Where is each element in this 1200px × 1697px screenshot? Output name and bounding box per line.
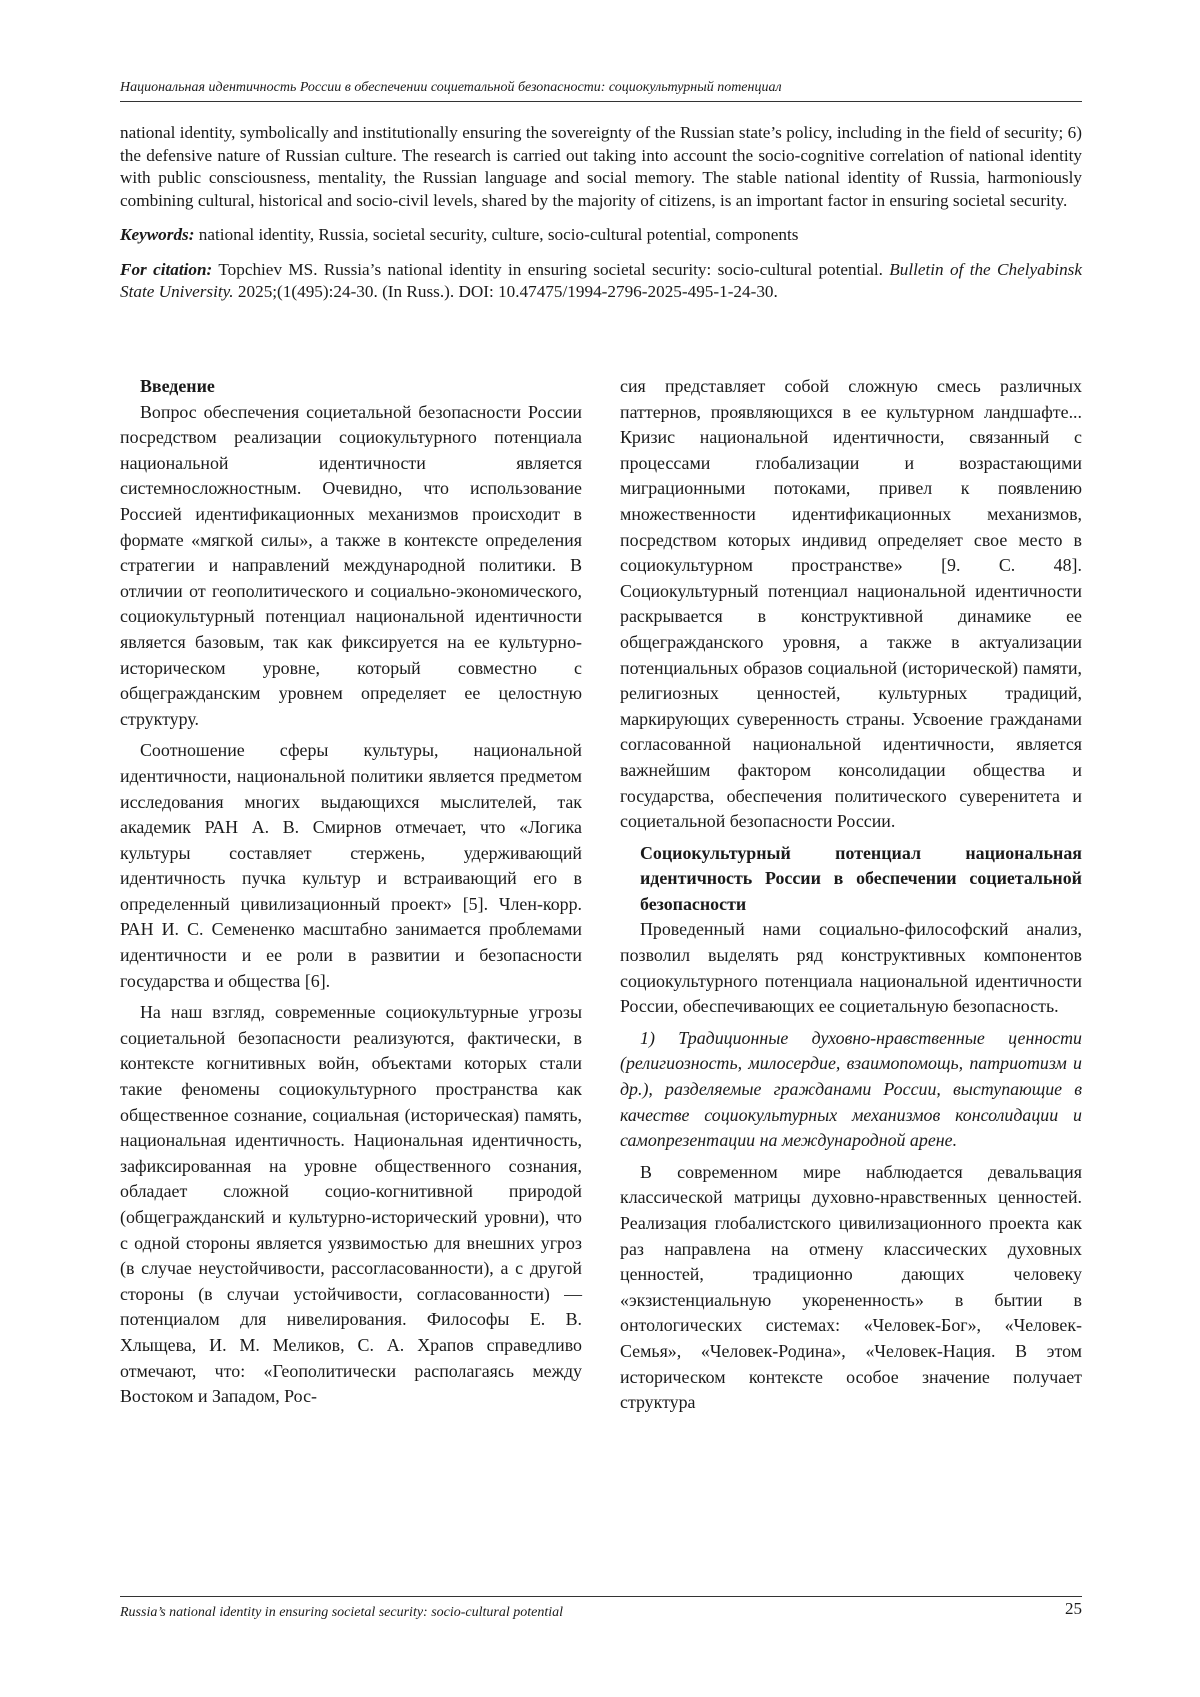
citation-details: 2025;(1(495):24-30. (In Russ.). DOI: 10.47475/1994-2796-2025-495-1-24-30. <box>237 282 778 301</box>
keywords-label: Keywords: <box>120 225 195 244</box>
citation-authors-title: Topchiev MS. Russia’s national identity in ensuring societal security: socio-cultural potential. <box>218 259 883 279</box>
running-footer <box>120 1596 1082 1623</box>
right-column <box>620 374 1082 1416</box>
paragraph-continuation: сия представляет собой сложную смесь различных паттернов, проявляющихся в ее культурном ландшафте... Кризис национальной идентичности, связанный с процессами глобализации и возрастающими миграционными потоками, привел к появлению множественности идентификационных механизмов, посредством которых индивид определяет свое место в социокультурном пространстве» [9. С. 48]. Социокультурный потенциал национальной идентичности раскрывается в конструктивной динамике ее общегражданского уровня, а также в актуализации потенциальных образов социальной (исторической) памяти, религиозных ценностей, культурных традиций, маркирующих суверенность страны. Усвоение гражданами согласованной национальной идентичности, является важнейшим фактором консолидации общества и государства, обеспечения политического суверенитета и социетальной безопасности России. <box>620 376 1082 832</box>
citation-label: For citation: <box>120 259 213 279</box>
keywords-text: national identity, Russia, societal security, culture, socio-cultural potential, components <box>198 225 799 244</box>
paragraph: Соотношение сферы культуры, национальной идентичности, национальной политики является предметом исследования многих выдающихся мыслителей, так академик РАН А. В. Смирнов отмечает, что «Логика культуры составляет стержень, удерживающий идентичность пучка культур и встраивающий его в определенный цивилизационный проект» [5]. Член-корр. РАН И. С. Семененко масштабно занимается проблемами идентичности и ее роли в развитии и безопасности государства и общества [6]. <box>120 740 582 991</box>
paragraph: На наш взгляд, современные социокультурные угрозы социетальной безопасности реализуются, фактически, в контексте когнитивных войн, объектами которых стали такие феномены социокультурного пространства как общественное сознание, социальная (историческая) память, национальная идентичность. Национальная идентичность, зафиксированная на уровне общественного сознания, обладает сложной социо-когнитивной природой (общегражданский и культурно-исторический уровни), что с одной стороны является уязвимостью для внешних угроз (в случае неустойчивости, рассогласованности), а с другой стороны (в случаи устойчивости, согласованности) — потенциалом для нивелирования. Философы Е. В. Хлыщева, И. М. Меликов, С. А. Храпов справедливо отмечают, что: «Геополитически располагаясь между Востоком и Западом, Рос- <box>120 1002 582 1407</box>
running-header: Национальная идентичность России в обеспечении социетальной безопасности: социокультурный потенциал <box>120 78 1082 102</box>
abstract-block <box>120 122 1082 316</box>
left-column <box>120 374 582 1410</box>
page-number: 25 <box>1065 1599 1082 1618</box>
citation-line <box>120 259 1082 304</box>
paragraph: Вопрос обеспечения социетальной безопасности России посредством реализации социокультурного потенциала национальной идентичности является системносложностным. Очевидно, что использование Россией идентификационных механизмов происходит в формате «мягкой силы», а также в контексте определения стратегии и направлений международной политики. В отличии от геополитического и социально-экономического, социокультурный потенциал национальной идентичности является базовым, так как фиксируется на ее культурно-историческом уровне, который совместно с общегражданским уровнем определяет ее целостную структуру. <box>120 401 582 729</box>
keywords-line <box>120 224 1082 247</box>
abstract-text: national identity, symbolically and institutionally ensuring the sovereignty of the Russian state’s policy, including in the field of security; 6) the defensive nature of Russian culture. The research is carried out taking into account the socio-cognitive correlation of national identity with public consciousness, mentality, the Russian language and social memory. The stable national identity of Russia, harmoniously combining cultural, historical and socio-civil levels, shared by the majority of citizens, is an important factor in ensuring societal security. <box>120 123 1082 210</box>
paragraph: Проведенный нами социально-философский анализ, позволил выделять ряд конструктивных компонентов социокультурного потенциала национальной идентичности России, обеспечивающих ее социетальную безопасность. <box>620 919 1082 1017</box>
section-heading: Социокультурный потенциал национальная идентичность России в обеспечении социетальной безопасности <box>640 842 1082 914</box>
footer-title: Russia’s national identity in ensuring societal security: socio-cultural potential <box>120 1605 564 1620</box>
citation-journal: Bulletin of the Chelyabinsk State University. <box>120 259 1082 301</box>
italic-list-item: 1) Традиционные духовно-нравственные ценности (религиозность, милосердие, взаимопомощь, патриотизм и др.), разделяемые гражданами России, выступающие в качестве социокультурных механизмов консолидации и самопрезентации на международной арене. <box>620 1027 1082 1151</box>
intro-heading: Введение <box>140 376 215 396</box>
paragraph: В современном мире наблюдается девальвация классической матрицы духовно-нравственных ценностей. Реализация глобалистского цивилизационного проекта как раз направлена на отмену классических духовных ценностей, традиционно дающих человеку «экзистенциальную укорененность» в бытии в онтологических системах: «Человек-Бог», «Человек-Семья», «Человек-Родина», «Человек-Нация. В этом историческом контексте особое значение получает структура <box>620 1161 1082 1413</box>
